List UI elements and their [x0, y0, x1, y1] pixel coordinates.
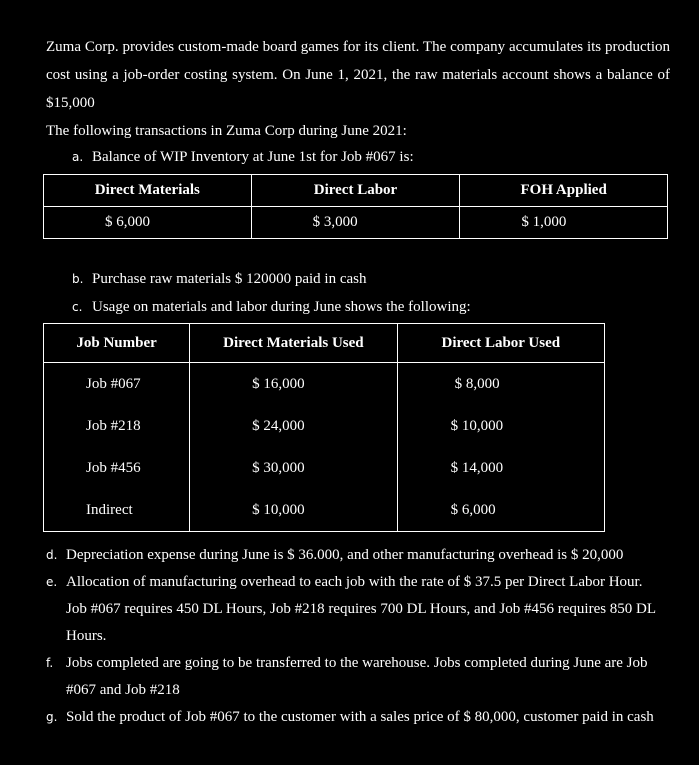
item-d-marker: d.	[46, 548, 58, 562]
item-b-marker: b.	[72, 272, 84, 286]
materials-used-cell: $ 10,000	[190, 489, 397, 532]
job-number-cell: Job #067	[44, 363, 190, 406]
item-c	[72, 297, 471, 317]
item-f-text: Jobs completed are going to be transferred to the warehouse. Jobs completed during June are Job #067 and Job #218	[66, 655, 648, 698]
item-a-marker: a.	[72, 150, 84, 164]
table-row	[44, 405, 605, 447]
usage-table	[43, 323, 605, 532]
header-job-number: Job Number	[44, 324, 190, 363]
header-foh-applied: FOH Applied	[460, 175, 668, 207]
item-d	[46, 542, 666, 569]
item-e	[46, 569, 666, 650]
labor-used-cell: $ 8,000	[397, 363, 604, 406]
item-b	[72, 269, 367, 289]
intro-transactions-lead: The following transactions in Zuma Corp during June 2021:	[46, 123, 407, 139]
labor-used-cell: $ 6,000	[397, 489, 604, 532]
item-c-text: Usage on materials and labor during June shows the following:	[92, 299, 471, 315]
item-a	[72, 147, 414, 167]
item-e-text: Allocation of manufacturing overhead to each job with the rate of $ 37.5 per Direct Labor Hour. Job #067 requires 450 DL Hours, Job #218 requires 700 DL Hours, and Job #456 requires 850 DL Hours.	[66, 574, 656, 644]
intro-paragraph: Zuma Corp. provides custom-made board games for its client. The company accumulates its production cost using a job-order costing system. On June 1, 2021, the raw materials account shows a balance of $15,000	[46, 39, 670, 111]
item-c-marker: c.	[72, 300, 83, 314]
item-g	[46, 704, 666, 731]
item-g-text: Sold the product of Job #067 to the customer with a sales price of $ 80,000, customer paid in cash	[66, 709, 654, 725]
item-e-marker: e.	[46, 575, 58, 589]
value-foh-applied: $ 1,000	[460, 207, 668, 239]
wip-value-row	[44, 207, 668, 239]
usage-header-row	[44, 324, 605, 363]
job-number-cell: Job #456	[44, 447, 190, 489]
job-number-cell: Indirect	[44, 489, 190, 532]
header-direct-labor: Direct Labor	[251, 175, 460, 207]
item-d-text: Depreciation expense during June is $ 36.000, and other manufacturing overhead is $ 20,000	[66, 547, 624, 563]
table-row	[44, 363, 605, 406]
item-b-text: Purchase raw materials $ 120000 paid in cash	[92, 271, 367, 287]
header-direct-materials-used: Direct Materials Used	[190, 324, 397, 363]
header-direct-labor-used: Direct Labor Used	[397, 324, 604, 363]
value-direct-labor: $ 3,000	[251, 207, 460, 239]
table-row	[44, 489, 605, 532]
labor-used-cell: $ 10,000	[397, 405, 604, 447]
transaction-list	[46, 542, 666, 731]
materials-used-cell: $ 24,000	[190, 405, 397, 447]
materials-used-cell: $ 16,000	[190, 363, 397, 406]
item-f	[46, 650, 666, 704]
wip-header-row	[44, 175, 668, 207]
job-number-cell: Job #218	[44, 405, 190, 447]
item-g-marker: g.	[46, 710, 58, 724]
header-direct-materials: Direct Materials	[44, 175, 252, 207]
wip-balance-table	[43, 174, 668, 239]
item-f-marker: f.	[46, 656, 54, 670]
value-direct-materials: $ 6,000	[44, 207, 252, 239]
intro-text	[46, 33, 670, 145]
materials-used-cell: $ 30,000	[190, 447, 397, 489]
table-row	[44, 447, 605, 489]
labor-used-cell: $ 14,000	[397, 447, 604, 489]
item-a-text: Balance of WIP Inventory at June 1st for Job #067 is:	[92, 149, 414, 165]
